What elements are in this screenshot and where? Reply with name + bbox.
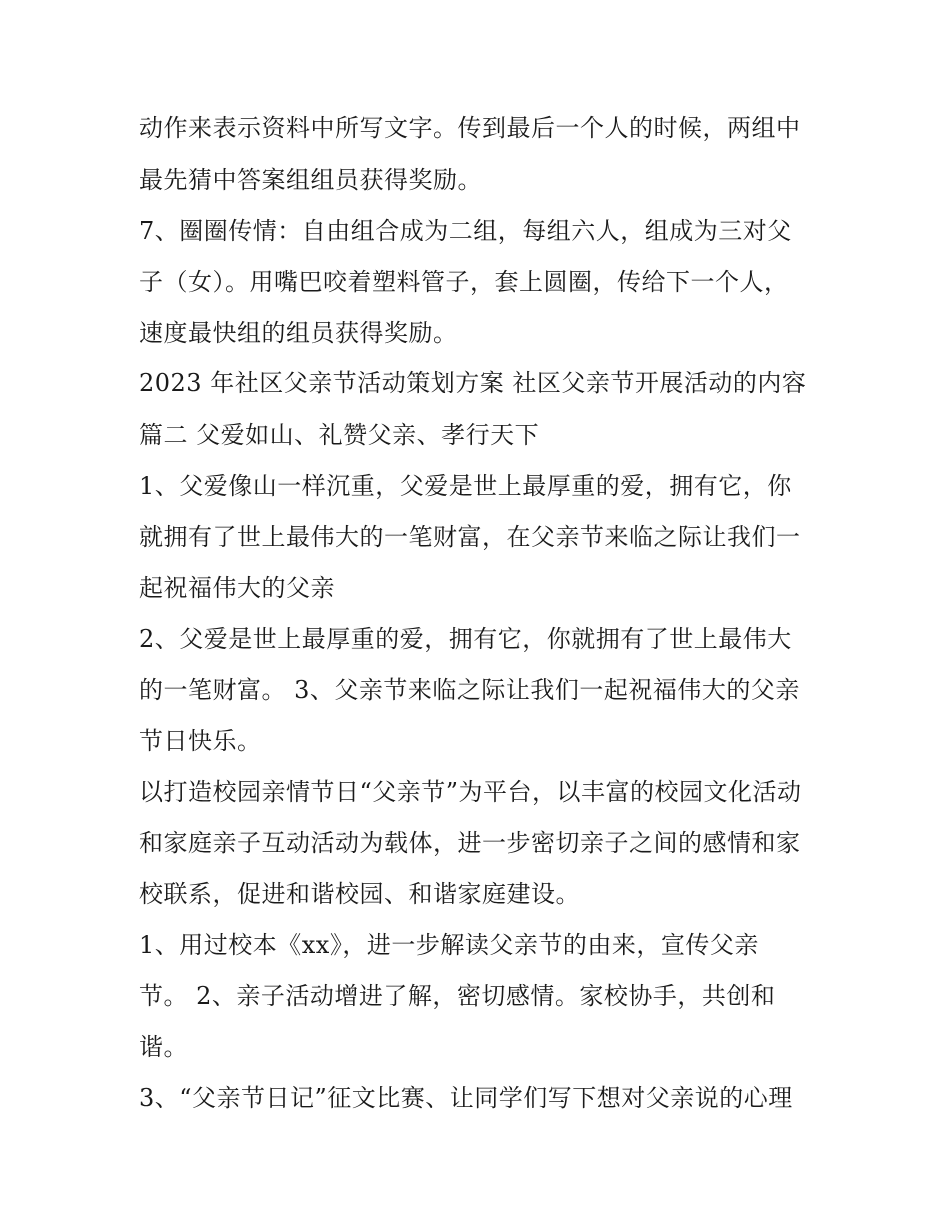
text-line: 的一笔财富。 3、父亲节来临之际让我们一起祝福伟大的父亲 [139, 676, 800, 704]
text-line: 和家庭亲子互动活动为载体，进一步密切亲子之间的感情和家 [139, 829, 801, 857]
text-line: 2023 年社区父亲节活动策划方案 社区父亲节开展活动的内容 [139, 369, 807, 397]
text-line: 最先猜中答案组组员获得奖励。 [139, 166, 482, 194]
text-line: 校联系，促进和谐校园、和谐家庭建设。 [139, 880, 580, 908]
text-line: 谐。 [139, 1033, 188, 1061]
text-line: 篇二 父爱如山、礼赞父亲、孝行天下 [139, 421, 540, 449]
text-line: 动作来表示资料中所写文字。传到最后一个人的时候，两组中 [139, 114, 801, 142]
text-line: 节日快乐。 [139, 727, 262, 755]
text-line: 速度最快组的组员获得奖励。 [139, 319, 458, 347]
text-line: 7、圈圈传情：自由组合成为二组，每组六人，组成为三对父 [139, 217, 792, 245]
text-line: 就拥有了世上最伟大的一笔财富，在父亲节来临之际让我们一 [139, 523, 801, 551]
text-line: 子（女）。用嘴巴咬着塑料管子，套上圆圈，传给下一个人， [139, 268, 789, 296]
text-line: 2、父爱是世上最厚重的爱，拥有它，你就拥有了世上最伟大 [139, 625, 792, 653]
text-line: 1、父爱像山一样沉重，父爱是世上最厚重的爱，拥有它，你 [139, 472, 792, 500]
text-line: 节。 2、亲子活动增进了解，密切感情。家校协手，共创和 [139, 982, 776, 1010]
text-line: 1、用过校本《xx》，进一步解读父亲节的由来，宣传父亲 [139, 931, 759, 959]
text-line: 以打造校园亲情节日“父亲节”为平台，以丰富的校园文化活动 [139, 778, 802, 806]
text-line: 起祝福伟大的父亲 [139, 574, 335, 602]
text-line: 3、“父亲节日记”征文比赛、让同学们写下想对父亲说的心理 [139, 1084, 793, 1112]
